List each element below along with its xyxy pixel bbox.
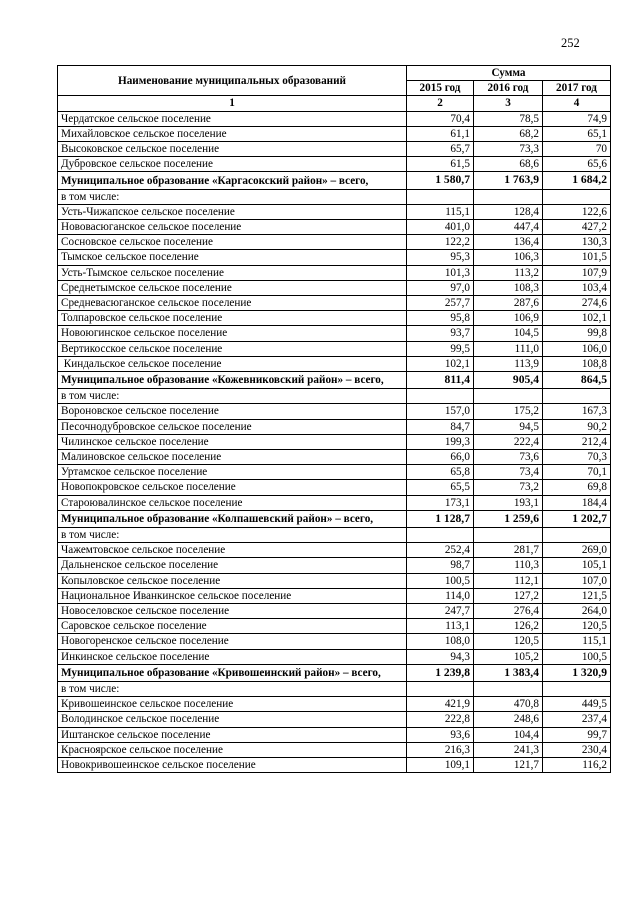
row-name: Новоюгинское сельское поселение [58, 326, 407, 341]
value-2016: 111,0 [474, 341, 543, 356]
table-row [58, 480, 611, 495]
value-2015: 101,3 [407, 265, 474, 280]
row-name: Уртамское сельское поселение [58, 465, 407, 480]
value-2016: 1 763,9 [474, 172, 543, 189]
value-2017: 121,5 [543, 588, 611, 603]
value-2017 [543, 189, 611, 204]
table-row [58, 619, 611, 634]
value-2015: 95,3 [407, 250, 474, 265]
value-2017: 106,0 [543, 341, 611, 356]
value-2016: 73,4 [474, 465, 543, 480]
value-2017: 70 [543, 142, 611, 157]
value-2016: 73,2 [474, 480, 543, 495]
value-2015: 95,8 [407, 311, 474, 326]
row-name: Копыловское сельское поселение [58, 573, 407, 588]
value-2015 [407, 528, 474, 543]
value-2015: 257,7 [407, 296, 474, 311]
value-2017: 237,4 [543, 712, 611, 727]
value-2015: 252,4 [407, 543, 474, 558]
row-name: Инкинское сельское поселение [58, 649, 407, 664]
value-2015: 1 239,8 [407, 664, 474, 681]
value-2016: 281,7 [474, 543, 543, 558]
row-name: Новоселовское сельское поселение [58, 604, 407, 619]
value-2016: 68,2 [474, 126, 543, 141]
value-2017: 102,1 [543, 311, 611, 326]
value-2015: 157,0 [407, 404, 474, 419]
table-row [58, 495, 611, 510]
value-2017: 108,8 [543, 356, 611, 371]
row-name: Муниципальное образование «Каргасокский район» – всего, [58, 172, 407, 189]
row-name: Чилинское сельское поселение [58, 434, 407, 449]
value-2015: 93,7 [407, 326, 474, 341]
subheading-row [58, 189, 611, 204]
value-2015: 122,2 [407, 235, 474, 250]
value-2015: 102,1 [407, 356, 474, 371]
row-name: Староювалинское сельское поселение [58, 495, 407, 510]
value-2016: 105,2 [474, 649, 543, 664]
table-row [58, 142, 611, 157]
row-name: Высоковское сельское поселение [58, 142, 407, 157]
value-2015: 100,5 [407, 573, 474, 588]
value-2017: 69,8 [543, 480, 611, 495]
value-2016: 120,5 [474, 634, 543, 649]
value-2017: 120,5 [543, 619, 611, 634]
budget-table [57, 65, 611, 773]
table-row [58, 250, 611, 265]
subheading-row [58, 682, 611, 697]
value-2017 [543, 389, 611, 404]
row-name: Усть-Тымское сельское поселение [58, 265, 407, 280]
table-row [58, 558, 611, 573]
value-2015: 114,0 [407, 588, 474, 603]
row-name: Тымское сельское поселение [58, 250, 407, 265]
table-row [58, 296, 611, 311]
value-2016: 73,6 [474, 450, 543, 465]
row-name: Муниципальное образование «Колпашевский район» – всего, [58, 510, 407, 527]
value-2016: 222,4 [474, 434, 543, 449]
value-2017: 274,6 [543, 296, 611, 311]
value-2017: 99,8 [543, 326, 611, 341]
table-row [58, 280, 611, 295]
row-name: Дальненское сельское поселение [58, 558, 407, 573]
table-row [58, 434, 611, 449]
value-2016: 127,2 [474, 588, 543, 603]
value-2015: 65,7 [407, 142, 474, 157]
table-row [58, 465, 611, 480]
table-row [58, 204, 611, 219]
value-2016: 110,3 [474, 558, 543, 573]
value-2017: 184,4 [543, 495, 611, 510]
value-2017: 212,4 [543, 434, 611, 449]
value-2015: 811,4 [407, 372, 474, 389]
row-name: Сосновское сельское поселение [58, 235, 407, 250]
value-2015: 115,1 [407, 204, 474, 219]
value-2016: 94,5 [474, 419, 543, 434]
header-year-2016: 2016 год [474, 81, 543, 96]
value-2016: 106,3 [474, 250, 543, 265]
value-2017: 1 320,9 [543, 664, 611, 681]
row-name: Муниципальное образование «Кожевниковский район» – всего, [58, 372, 407, 389]
value-2016: 287,6 [474, 296, 543, 311]
row-name: Вертикосское сельское поселение [58, 341, 407, 356]
value-2017: 122,6 [543, 204, 611, 219]
value-2015: 108,0 [407, 634, 474, 649]
value-2015: 65,5 [407, 480, 474, 495]
value-2016: 248,6 [474, 712, 543, 727]
header-name-column: Наименование муниципальных образований [58, 66, 407, 96]
value-2016: 175,2 [474, 404, 543, 419]
row-name: в том числе: [58, 389, 407, 404]
value-2015: 247,7 [407, 604, 474, 619]
value-2016 [474, 189, 543, 204]
value-2015: 84,7 [407, 419, 474, 434]
table-row [58, 356, 611, 371]
table-row [58, 634, 611, 649]
value-2016: 470,8 [474, 697, 543, 712]
row-name: Средневасюганское сельское поселение [58, 296, 407, 311]
table-row [58, 649, 611, 664]
value-2017: 1 684,2 [543, 172, 611, 189]
value-2017: 65,1 [543, 126, 611, 141]
value-2015: 1 128,7 [407, 510, 474, 527]
value-2016: 104,5 [474, 326, 543, 341]
value-2015: 109,1 [407, 758, 474, 773]
value-2016: 905,4 [474, 372, 543, 389]
value-2016: 113,2 [474, 265, 543, 280]
header-index-2: 2 [407, 96, 474, 111]
table-row [58, 311, 611, 326]
table-body [58, 111, 611, 773]
table-row [58, 157, 611, 172]
table-row [58, 419, 611, 434]
value-2015: 66,0 [407, 450, 474, 465]
value-2017 [543, 682, 611, 697]
value-2016: 241,3 [474, 742, 543, 757]
value-2016: 108,3 [474, 280, 543, 295]
value-2016: 276,4 [474, 604, 543, 619]
row-name: Усть-Чижапское сельское поселение [58, 204, 407, 219]
value-2015: 401,0 [407, 220, 474, 235]
value-2017 [543, 528, 611, 543]
row-name: Дубровское сельское поселение [58, 157, 407, 172]
table-row [58, 220, 611, 235]
row-name: Нововасюганское сельское поселение [58, 220, 407, 235]
header-sum: Сумма [407, 66, 611, 81]
table-row [58, 573, 611, 588]
value-2015: 173,1 [407, 495, 474, 510]
value-2016 [474, 682, 543, 697]
table-row [58, 326, 611, 341]
value-2015: 113,1 [407, 619, 474, 634]
value-2017: 99,7 [543, 727, 611, 742]
district-total-row [58, 664, 611, 681]
district-total-row [58, 172, 611, 189]
table-row [58, 126, 611, 141]
value-2017: 427,2 [543, 220, 611, 235]
value-2016: 68,6 [474, 157, 543, 172]
row-name: Саровское сельское поселение [58, 619, 407, 634]
value-2015 [407, 682, 474, 697]
value-2017: 115,1 [543, 634, 611, 649]
value-2016: 1 383,4 [474, 664, 543, 681]
value-2017: 70,1 [543, 465, 611, 480]
row-name: Михайловское сельское поселение [58, 126, 407, 141]
value-2015: 97,0 [407, 280, 474, 295]
value-2017: 74,9 [543, 111, 611, 126]
value-2016: 1 259,6 [474, 510, 543, 527]
value-2016: 112,1 [474, 573, 543, 588]
value-2015: 99,5 [407, 341, 474, 356]
row-name: Толпаровское сельское поселение [58, 311, 407, 326]
row-name: Вороновское сельское поселение [58, 404, 407, 419]
value-2015: 70,4 [407, 111, 474, 126]
value-2015: 94,3 [407, 649, 474, 664]
row-name: Новопокровское сельское поселение [58, 480, 407, 495]
header-year-2015: 2015 год [407, 81, 474, 96]
value-2016: 193,1 [474, 495, 543, 510]
value-2015: 65,8 [407, 465, 474, 480]
value-2015: 61,5 [407, 157, 474, 172]
value-2016: 113,9 [474, 356, 543, 371]
row-name: Национальное Иванкинское сельское поселение [58, 588, 407, 603]
value-2015: 216,3 [407, 742, 474, 757]
value-2016: 104,4 [474, 727, 543, 742]
header-year-2017: 2017 год [543, 81, 611, 96]
row-name: в том числе: [58, 682, 407, 697]
subheading-row [58, 389, 611, 404]
value-2017: 105,1 [543, 558, 611, 573]
value-2017: 107,9 [543, 265, 611, 280]
value-2017: 230,4 [543, 742, 611, 757]
value-2017: 100,5 [543, 649, 611, 664]
table-row [58, 742, 611, 757]
row-name: в том числе: [58, 528, 407, 543]
value-2015: 199,3 [407, 434, 474, 449]
header-index-4: 4 [543, 96, 611, 111]
table-row [58, 450, 611, 465]
value-2017: 864,5 [543, 372, 611, 389]
subheading-row [58, 528, 611, 543]
district-total-row [58, 510, 611, 527]
value-2017: 1 202,7 [543, 510, 611, 527]
value-2015: 98,7 [407, 558, 474, 573]
row-name: Кривошеинское сельское поселение [58, 697, 407, 712]
value-2017: 90,2 [543, 419, 611, 434]
district-total-row [58, 372, 611, 389]
value-2017: 101,5 [543, 250, 611, 265]
value-2016: 128,4 [474, 204, 543, 219]
table-row [58, 404, 611, 419]
value-2016 [474, 389, 543, 404]
value-2015: 93,6 [407, 727, 474, 742]
table-row [58, 604, 611, 619]
value-2015: 1 580,7 [407, 172, 474, 189]
row-name: Иштанское сельское поселение [58, 727, 407, 742]
value-2015 [407, 389, 474, 404]
page-number: 252 [561, 36, 580, 50]
table-row [58, 235, 611, 250]
table-row [58, 697, 611, 712]
value-2017: 449,5 [543, 697, 611, 712]
value-2016: 121,7 [474, 758, 543, 773]
value-2017: 65,6 [543, 157, 611, 172]
header-index-1: 1 [58, 96, 407, 111]
table-row [58, 588, 611, 603]
value-2015: 222,8 [407, 712, 474, 727]
row-name: Новогоренское сельское поселение [58, 634, 407, 649]
row-name: Малиновское сельское поселение [58, 450, 407, 465]
value-2016: 106,9 [474, 311, 543, 326]
row-name: Среднетымское сельское поселение [58, 280, 407, 295]
value-2017: 70,3 [543, 450, 611, 465]
value-2017: 269,0 [543, 543, 611, 558]
value-2017: 264,0 [543, 604, 611, 619]
value-2017: 103,4 [543, 280, 611, 295]
value-2016: 78,5 [474, 111, 543, 126]
row-name: Новокривошеинское сельское поселение [58, 758, 407, 773]
value-2016 [474, 528, 543, 543]
value-2016: 126,2 [474, 619, 543, 634]
value-2016: 73,3 [474, 142, 543, 157]
row-name: Володинское сельское поселение [58, 712, 407, 727]
row-name: в том числе: [58, 189, 407, 204]
value-2016: 136,4 [474, 235, 543, 250]
table-row [58, 111, 611, 126]
value-2015: 61,1 [407, 126, 474, 141]
table-row [58, 758, 611, 773]
row-name: Муниципальное образование «Кривошеинский район» – всего, [58, 664, 407, 681]
value-2016: 447,4 [474, 220, 543, 235]
value-2017: 107,0 [543, 573, 611, 588]
table-row [58, 341, 611, 356]
row-name: Чажемтовское сельское поселение [58, 543, 407, 558]
table-row [58, 265, 611, 280]
value-2017: 130,3 [543, 235, 611, 250]
value-2017: 167,3 [543, 404, 611, 419]
table-row [58, 727, 611, 742]
value-2015 [407, 189, 474, 204]
table-header [58, 66, 611, 112]
value-2015: 421,9 [407, 697, 474, 712]
row-name: Чердатское сельское поселение [58, 111, 407, 126]
table-row [58, 712, 611, 727]
row-name: Песочнодубровское сельское поселение [58, 419, 407, 434]
row-name: Красноярское сельское поселение [58, 742, 407, 757]
row-name: Киндальское сельское поселение [58, 356, 407, 371]
table-row [58, 543, 611, 558]
value-2017: 116,2 [543, 758, 611, 773]
header-index-3: 3 [474, 96, 543, 111]
